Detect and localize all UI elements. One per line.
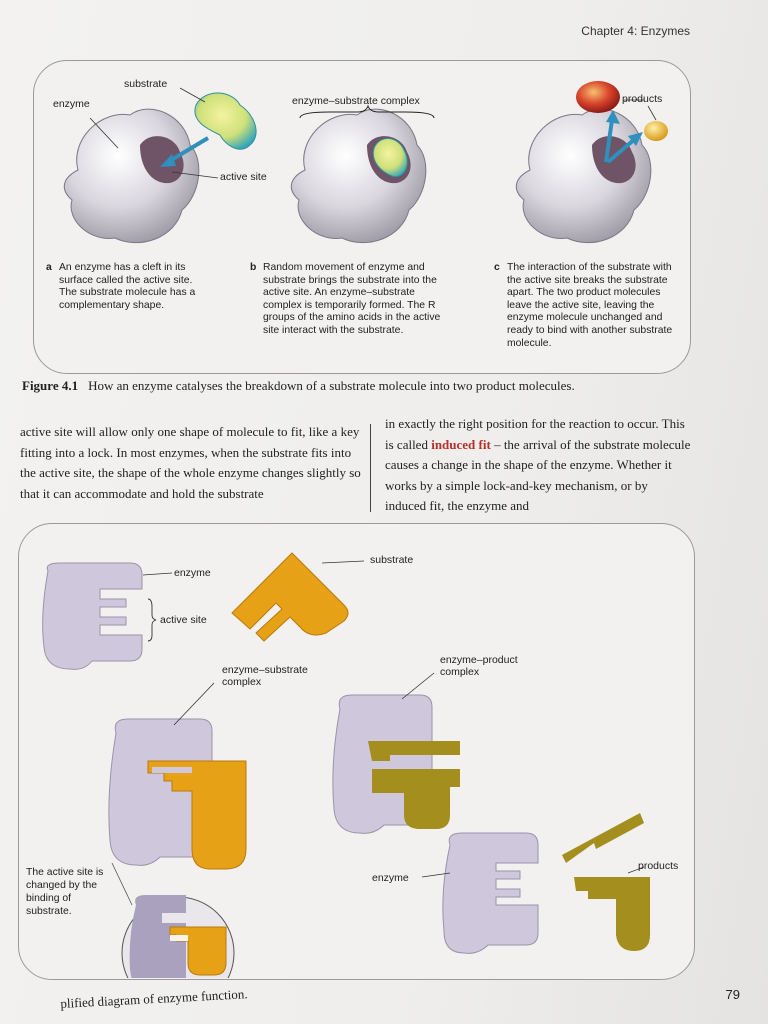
term-induced-fit: induced fit: [431, 436, 491, 452]
enzyme-substrate-complex-shape: [109, 719, 246, 869]
chapter-header: Chapter 4: Enzymes: [581, 24, 690, 38]
caption-c-letter: c: [494, 262, 500, 273]
body-text-left: active site will allow only one shape of molecule to fit, like a key fitting into a lock. In most enzymes, when the substrate fits into the active site, the shape of the whole enzyme changes slightly so that it can accommodate and hold the substrate: [20, 424, 361, 501]
enzyme-molecule-c: [516, 109, 651, 243]
label-active-site-note: The active site is changed by the binding of substrate.: [26, 867, 104, 917]
label-products-2: products: [638, 860, 679, 872]
figure-4-1-illustration: [0, 60, 768, 270]
label-substrate-2: substrate: [370, 554, 414, 566]
product-molecule-red: [576, 81, 620, 113]
page-number: 79: [725, 987, 740, 1002]
label-es-complex: [222, 664, 308, 688]
label-enzyme: enzyme: [53, 98, 90, 110]
enzyme-molecule-a: [64, 109, 199, 243]
figure-caption-text: How an enzyme catalyses the breakdown of a substrate molecule into two product molecules.: [88, 378, 575, 393]
caption-b: Random movement of enzyme and substrate brings the substrate into the active site. An enzyme–substrate complex is temporarily formed. The R groups of the amino acids in the active site interact with the substrate.: [263, 262, 441, 336]
enzyme-product-complex-shape: [333, 695, 460, 833]
label-ep-complex: [440, 654, 518, 678]
body-text-right-2: – the arrival of the substrate molecule causes a change in the shape of the enzyme. Whether it works by a simple lock-and-key mechanism, or by induced fit, the enzyme and: [385, 436, 691, 513]
label-substrate: substrate: [124, 78, 168, 90]
product-shapes: [562, 813, 650, 951]
substrate-shape-1: [232, 553, 348, 641]
label-enzyme-2: enzyme: [174, 567, 211, 579]
label-active-site-2: active site: [160, 614, 207, 626]
figure-caption: [22, 378, 575, 394]
enzyme-shape-1: [43, 563, 142, 669]
label-products: products: [622, 93, 663, 105]
caption-c: The interaction of the substrate with the active site breaks the substrate apart. The two product molecules leave the active site, leaving the enzyme molecule unchanged and ready to bind with another substrate molecule.: [507, 262, 673, 349]
enzyme-shape-2: [443, 833, 538, 953]
caption-b-letter: b: [250, 262, 257, 273]
enzyme-molecule-b: [291, 109, 426, 243]
label-es-complex-line1: enzyme–substrate: [222, 664, 308, 676]
label-ep-complex-line1: enzyme–product: [440, 654, 518, 666]
column-divider: [370, 424, 371, 512]
product-molecule-yellow: [644, 121, 668, 141]
magnified-active-site: [122, 895, 234, 978]
body-text-right: [385, 414, 691, 517]
label-enzyme-3: enzyme: [372, 872, 409, 884]
label-es-complex-line2: complex: [222, 676, 262, 688]
figure-4-2-caption: plified diagram of enzyme function.: [60, 986, 248, 1011]
caption-a: An enzyme has a cleft in its surface called the active site. The substrate molecule has a complementary shape.: [59, 262, 196, 311]
body-text-right-1: in exactly the right position for the reaction to occur. This is called: [385, 416, 685, 452]
figure-label: Figure 4.1: [22, 378, 79, 393]
label-enzyme-substrate-complex: enzyme–substrate complex: [292, 95, 420, 107]
label-active-site: active site: [220, 171, 267, 183]
caption-a-letter: a: [46, 262, 52, 273]
label-ep-complex-line2: complex: [440, 666, 480, 678]
